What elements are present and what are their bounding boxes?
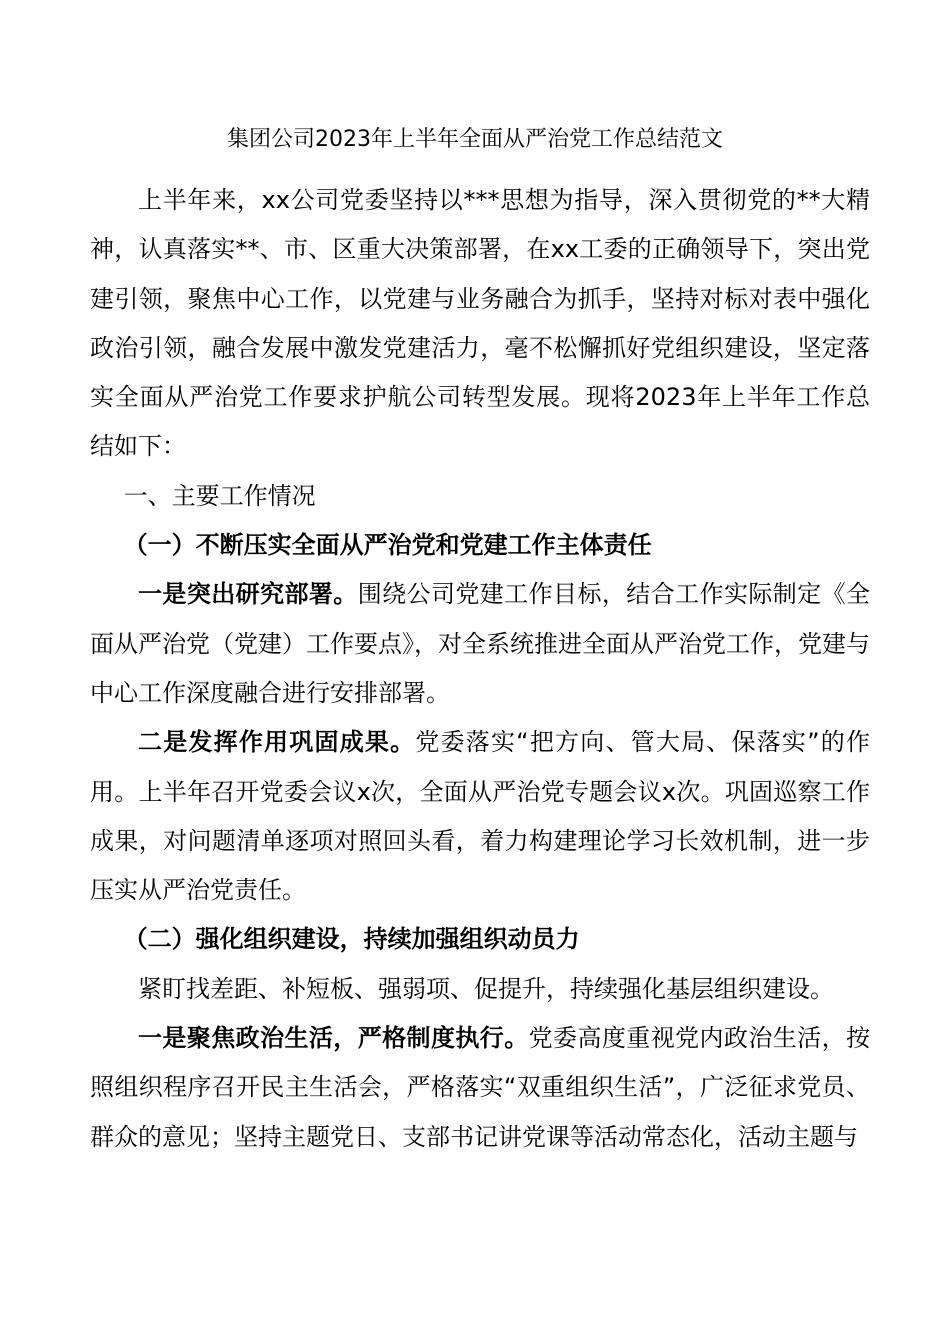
section-heading-main-work: 一、主要工作情况 — [123, 481, 316, 510]
paragraph-text: 党委高度重视党内政治生活，按照组织程序召开民主生活会，严格落实“双重组织生活”，广泛征求党员、群众的意见；坚持主题党日、支部书记讲党课等活动常态化，活动主题与 — [90, 1024, 871, 1151]
subsection-heading-1: （一）不断压实全面从严治党和党建工作主体责任 — [123, 531, 652, 560]
paragraph-lead: 二是发挥作用巩固成果。 — [138, 728, 416, 757]
paragraph-lead: 一是突出研究部署。 — [138, 580, 358, 609]
paragraph-political-life — [90, 1014, 870, 1162]
document-title: 集团公司2023年上半年全面从严治党工作总结范文 — [227, 127, 723, 152]
paragraph-org-building-intro: 紧盯找差距、补短板、强弱项、促提升，持续强化基层组织建设。 — [138, 974, 834, 1003]
paragraph-text: 围绕公司党建工作目标，结合工作实际制定《全面从严治党（党建）工作要点》，对全系统推进全面从严治党工作，党建与中心工作深度融合进行安排部署。 — [90, 580, 871, 707]
intro-paragraph: 上半年来，xx公司党委坚持以***思想为指导，深入贯彻党的**大精神，认真落实**、市、区重大决策部署，在xx工委的正确领导下，突出党建引领，聚焦中心工作，以党建与业务融合为抓手，坚持对标对表中强化政治引领，融合发展中激发党建活力，毫不松懈抓好党组织建设，坚定落实全面从严治党工作要求护航公司转型发展。现将2023年上半年工作总结如下： — [90, 186, 870, 461]
paragraph-consolidate-results — [90, 718, 870, 915]
document-body — [90, 176, 870, 1162]
paragraph-text: 党委落实“把方向、管大局、保落实”的作用。上半年召开党委会议x次，全面从严治党专题会议x次。巩固巡察工作成果，对问题清单逐项对照回头看，着力构建理论学习长效机制，进一步压实从严治党责任。 — [90, 728, 870, 905]
subsection-heading-2: （二）强化组织建设，持续加强组织动员力 — [123, 925, 580, 954]
paragraph-lead: 一是聚焦政治生活，严格制度执行。 — [138, 1024, 529, 1053]
paragraph-research-deployment — [90, 570, 870, 718]
